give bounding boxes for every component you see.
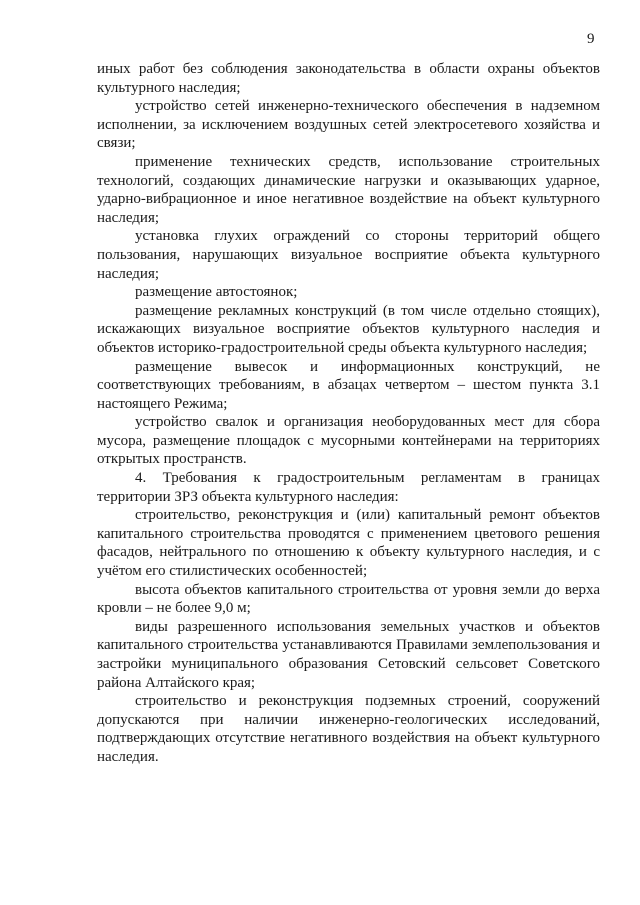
paragraph: строительство и реконструкция подземных строений, сооружений допускаются при наличии инженерно-геологических исследований, подтверждающих отсутствие негативного воздействия на объект культурного наследия. — [97, 693, 600, 765]
paragraph: устройство сетей инженерно-технического обеспечения в надземном исполнении, за исключением воздушных сетей электросетевого хозяйства и связи; — [97, 98, 600, 152]
document-body — [97, 60, 600, 767]
paragraph: размещение рекламных конструкций (в том числе отдельно стоящих), искажающих визуальное восприятие объектов культурного наследия и объектов историко-градостроительной среды объекта культурного наследия; — [97, 302, 600, 356]
paragraph: размещение автостоянок; — [135, 284, 298, 301]
paragraph: 4. Требования к градостроительным регламентам в границах территории ЗРЗ объекта культурного наследия: — [97, 470, 600, 505]
paragraph: виды разрешенного использования земельных участков и объектов капитального строительства устанавливаются Правилами землепользования и застройки муниципального образования Сетовский сельсовет Советского района Алтайского края; — [97, 618, 600, 691]
paragraph: высота объектов капитального строительства от уровня земли до верха кровли – не более 9,0 м; — [97, 581, 600, 617]
paragraph: применение технических средств, использование строительных технологий, создающих динамические нагрузки и оказывающих ударное, ударно-вибрационное и иное негативное воздействие на объект культурного наследия; — [97, 153, 600, 226]
page-number: 9 — [587, 31, 595, 47]
paragraph: установка глухих ограждений со стороны территорий общего пользования, нарушающих визуальное восприятие объекта культурного наследия; — [97, 228, 600, 282]
paragraph: устройство свалок и организация необорудованных мест для сбора мусора, размещение площадок с мусорными контейнерами на территориях открытых пространств. — [97, 414, 600, 468]
paragraph: иных работ без соблюдения законодательства в области охраны объектов культурного наследия; — [97, 61, 600, 96]
paragraph: размещение вывесок и информационных конструкций, не соответствующих требованиям, в абзацах четвертом – шестом пункта 3.1 настоящего Режима; — [97, 358, 600, 412]
paragraph: строительство, реконструкция и (или) капитальный ремонт объектов капитального строительства проводятся с применением цветового решения фасадов, нейтрального по отношению к объекту культурного наследия, и с учётом его стилистических особенностей; — [97, 507, 600, 580]
